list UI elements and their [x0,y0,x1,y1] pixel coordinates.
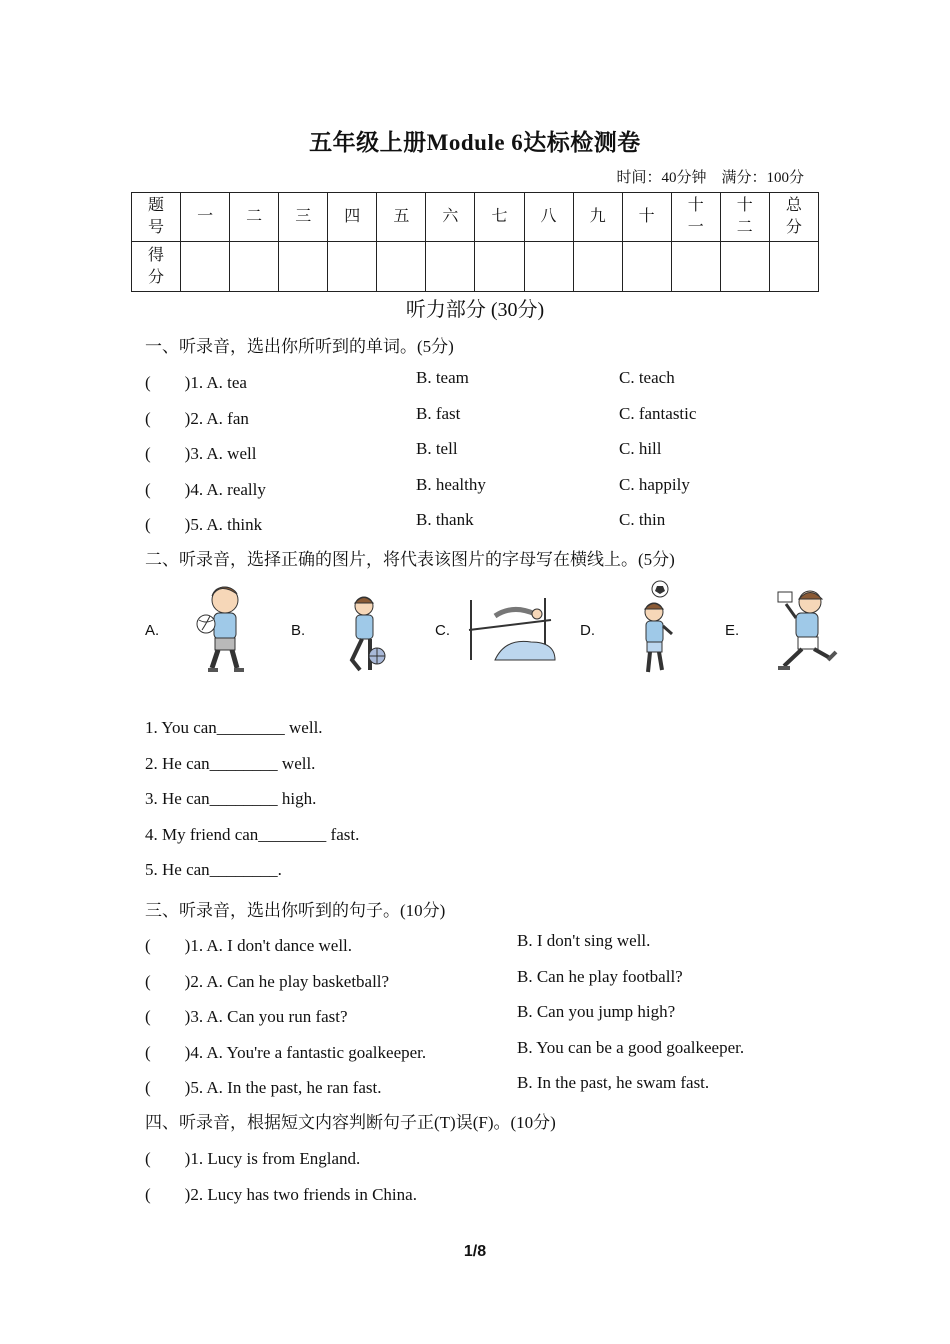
score-header-cell: 六 [426,193,475,242]
part2-sentence: 5. He can________. [145,860,282,879]
part3-heading: 三、听录音，选出你听到的句子。(10分) [145,901,446,920]
score-input-cell[interactable] [426,242,475,292]
listening-title: 听力部分 (30分) [405,299,545,321]
part4-statement: ( )2. Lucy has two friends in China. [145,1184,417,1204]
pic-label-a: A. [145,622,160,639]
part1-option-b: B. thank [416,510,474,529]
part3-option-a: ( )2. A. Can he play basketball? [145,971,390,991]
part2-sentence: 4. My friend can________ fast. [145,824,360,844]
part1-heading: 一、听录音，选出你所听到的单词。(5分) [145,337,454,356]
part2-sentence: 3. He can________ high. [145,789,317,808]
part1-option-b: B. team [416,368,469,387]
part1-option-b: B. healthy [416,474,486,494]
time-info: 时间：40分钟 满分：100分 [616,170,804,186]
part1-option-a: ( )5. A. think [145,515,263,534]
score-value-label: 得 分 [132,242,181,292]
score-input-cell[interactable] [671,242,720,292]
part3-option-b: B. In the past, he swam fast. [517,1073,710,1092]
score-input-cell[interactable] [622,242,671,292]
part3-option-a: ( )1. A. I don't dance well. [145,936,353,955]
part1-option-c: C. fantastic [619,403,697,423]
score-value-row [132,242,819,292]
score-header-cell: 七 [475,193,524,242]
running-boy-image [770,580,840,680]
part4-statement: ( )1. Lucy is from England. [145,1149,361,1168]
part1-option-b: B. fast [416,403,461,423]
score-header-cell: 四 [328,193,377,242]
part3-option-b: B. Can he play football? [517,966,683,986]
score-header-cell: 五 [377,193,426,242]
score-input-cell[interactable] [769,242,818,292]
score-header-cell: 二 [230,193,279,242]
score-input-cell[interactable] [328,242,377,292]
score-header-cell: 三 [279,193,328,242]
high-jump-image [465,580,557,680]
part1-option-c: C. hill [619,439,662,458]
part1-option-a: ( )3. A. well [145,444,257,463]
part3-option-b: B. Can you jump high? [517,1002,676,1021]
part1-option-c: C. teach [619,368,675,387]
score-input-cell[interactable] [377,242,426,292]
score-header-row [132,193,819,242]
part2-heading: 二、听录音，选择正确的图片，将代表该图片的字母写在横线上。(5分) [145,550,675,569]
pic-label-e: E. [725,622,740,639]
part1-option-c: C. thin [619,510,666,529]
football-header-image [630,580,690,680]
score-header-label: 题 号 [132,193,181,242]
part4-heading: 四、听录音，根据短文内容判断句子正(T)误(F)。(10分) [145,1113,556,1132]
part2-sentence: 1. You can________ well. [145,718,323,737]
part1-option-b: B. tell [416,439,458,458]
score-table [131,192,819,292]
score-input-cell[interactable] [573,242,622,292]
score-header-cell: 一 [181,193,230,242]
part3-option-a: ( )3. A. Can you run fast? [145,1007,348,1026]
part1-option-a: ( )1. A. tea [145,373,247,392]
pic-label-b: B. [291,622,306,639]
score-header-cell: 十 一 [671,193,720,242]
part1-option-c: C. happily [619,474,690,494]
page-number: 1/8 [463,1243,487,1260]
score-input-cell[interactable] [524,242,573,292]
score-header-cell: 九 [573,193,622,242]
part1-option-a: ( )4. A. really [145,479,266,499]
score-header-cell: 八 [524,193,573,242]
page-title: 五年级上册Module 6达标检测卷 [309,130,641,155]
picture-options [145,580,845,690]
score-input-cell[interactable] [230,242,279,292]
volleyball-boy-image [190,580,250,680]
score-input-cell[interactable] [475,242,524,292]
score-input-cell[interactable] [279,242,328,292]
score-input-cell[interactable] [720,242,769,292]
pic-label-c: C. [435,622,450,639]
part3-option-b: B. You can be a good goalkeeper. [517,1037,745,1057]
part3-option-a: ( )4. A. You're a fantastic goalkeeper. [145,1042,427,1062]
part3-option-b: B. I don't sing well. [517,931,651,950]
part1-option-a: ( )2. A. fan [145,408,249,428]
pic-label-d: D. [580,622,595,639]
score-header-cell: 总 分 [769,193,818,242]
score-header-cell: 十 二 [720,193,769,242]
basketball-boy-image [340,580,400,680]
part3-option-a: ( )5. A. In the past, he ran fast. [145,1078,382,1097]
score-header-cell: 十 [622,193,671,242]
part2-sentence: 2. He can________ well. [145,753,316,773]
score-input-cell[interactable] [181,242,230,292]
